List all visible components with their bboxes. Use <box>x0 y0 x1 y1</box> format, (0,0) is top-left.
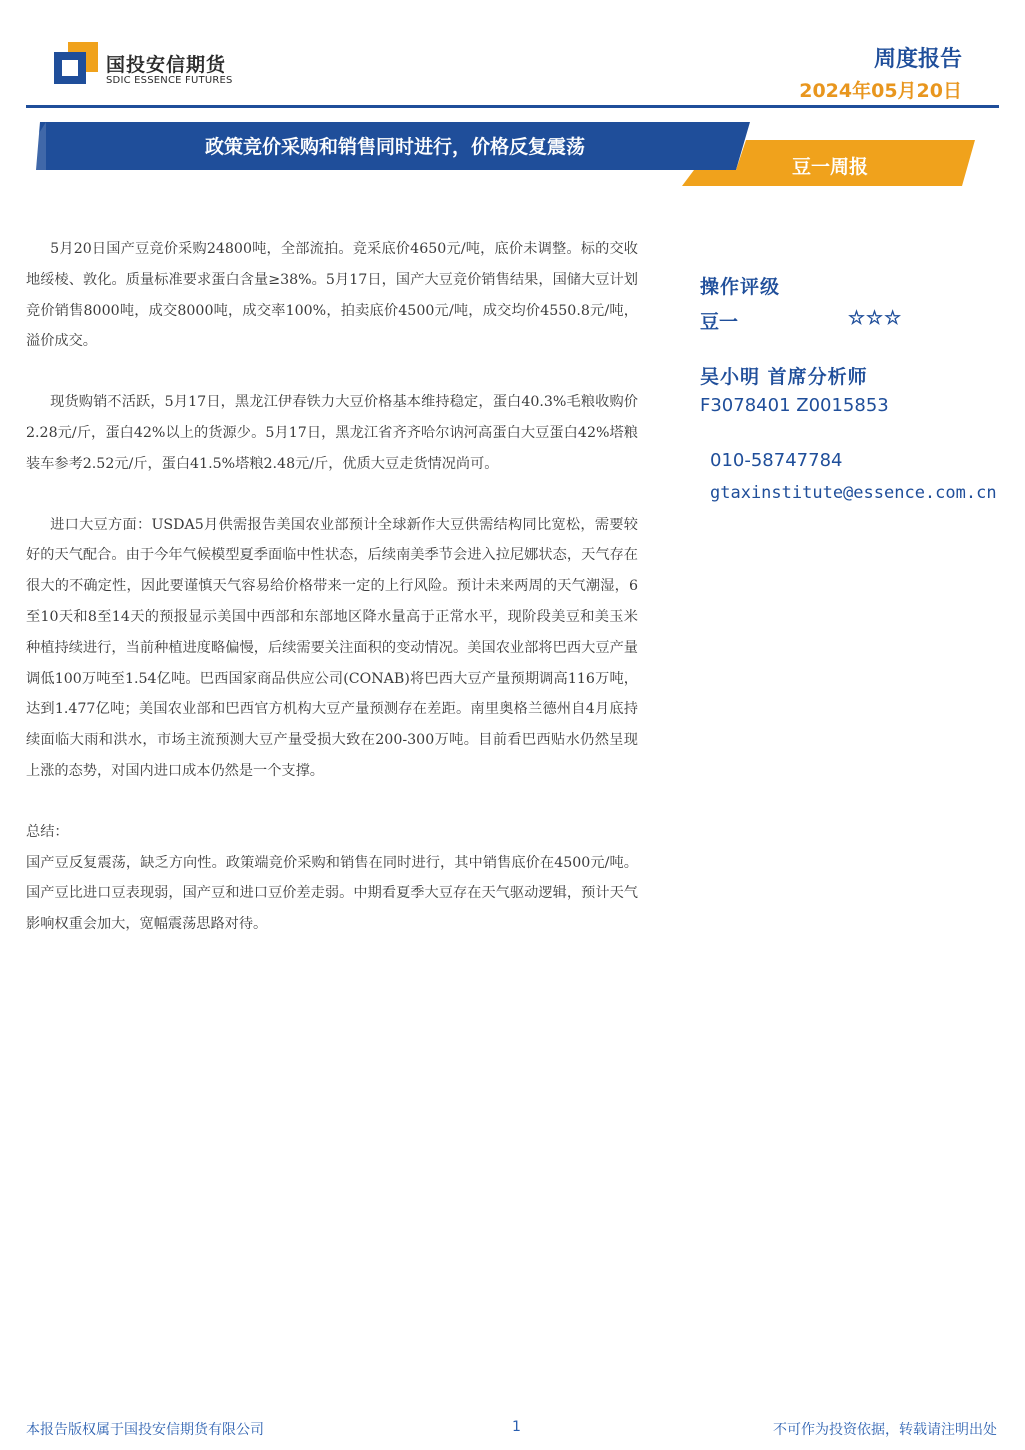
contact-email[interactable]: gtaxinstitute@essence.com.cn <box>710 483 997 503</box>
rating-stars-icon: ☆☆☆ <box>848 307 903 329</box>
report-type: 周度报告 <box>873 47 962 72</box>
contact-phone: 010-58747784 <box>710 450 843 471</box>
rating-product: 豆一 <box>700 311 739 333</box>
rating-row <box>700 307 1020 334</box>
report-tag: 豆一周报 <box>791 156 868 178</box>
footer-copyright: 本报告版权属于国投安信期货有限公司 <box>26 1422 264 1438</box>
summary-heading: 总结： <box>26 823 69 840</box>
paragraph-auction: 5月20日国产豆竞价采购24800吨，全部流拍。竞采底价4650元/吨，底价未调整。标的交收地绥棱、敦化。质量标准要求蛋白含量≥38%。5月17日，国产大豆竞价销售结果，国储大豆计划竞价销售8000吨，成交8000吨，成交率100%，拍卖底价4500元/吨，成交均价4550.8元/吨，溢价成交。 <box>26 241 638 350</box>
report-date: 2024年05月20日 <box>799 80 962 102</box>
paragraph-imports: 进口大豆方面：USDA5月供需报告美国农业部预计全球新作大豆供需结构同比宽松，需要较好的天气配合。由于今年气候模型夏季面临中性状态，后续南美季节会进入拉尼娜状态，天气存在很大的不确定性，因此要谨慎天气容易给价格带来一定的上行风险。预计未来两周的天气潮湿，6至10天和8至14天的预报显示美国中西部和东部地区降水量高于正常水平，现阶段美豆和美玉米种植持续进行，当前种植进度略偏慢，后续需要关注面积的变动情况。美国农业部将巴西大豆产量调低100万吨至1.54亿吨。巴西国家商品供应公司(CONAB)将巴西大豆产量预期调高116万吨，达到1.477亿吨；美国农业部和巴西官方机构大豆产量预测存在差距。南里奥格兰德州自4月底持续面临大雨和洪水，市场主流预测大豆产量受损大致在200-300万吨。目前看巴西贴水仍然呈现上涨的态势，对国内进口成本仍然是一个支撑。 <box>26 516 638 779</box>
report-title: 政策竞价采购和销售同时进行，价格反复震荡 <box>204 136 585 158</box>
logo-name-cn: 国投安信期货 <box>106 54 227 76</box>
rating-title: 操作评级 <box>700 276 781 298</box>
logo-mark-icon <box>54 42 98 84</box>
paragraph-spot-market: 现货购销不活跃，5月17日，黑龙江伊春铁力大豆价格基本维持稳定，蛋白40.3%毛粮收购价2.28元/斤，蛋白42%以上的货源少。5月17日，黑龙江省齐齐哈尔讷河高蛋白大豆蛋白42%塔粮装车参考2.52元/斤，蛋白41.5%塔粮2.48元/斤，优质大豆走货情况尚可。 <box>26 394 638 472</box>
analyst-name: 吴小明 首席分析师 <box>700 366 868 388</box>
footer-disclaimer: 不可作为投资依据，转载请注明出处 <box>773 1422 997 1438</box>
sidebar <box>700 272 1020 503</box>
summary-text: 国产豆反复震荡，缺乏方向性。政策端竞价采购和销售在同时进行，其中销售底价在4500元/吨。国产豆比进口豆表现弱，国产豆和进口豆价差走弱。中期看夏季大豆存在天气驱动逻辑，预计天气影响权重会加大，宽幅震荡思路对待。 <box>26 854 638 933</box>
logo-name-en: SDIC ESSENCE FUTURES <box>106 75 233 86</box>
page-number: 1 <box>512 1419 521 1435</box>
company-logo <box>54 42 244 88</box>
analyst-license: F3078401 Z0015853 <box>700 395 889 416</box>
report-body <box>26 234 638 940</box>
header-divider <box>26 105 999 108</box>
